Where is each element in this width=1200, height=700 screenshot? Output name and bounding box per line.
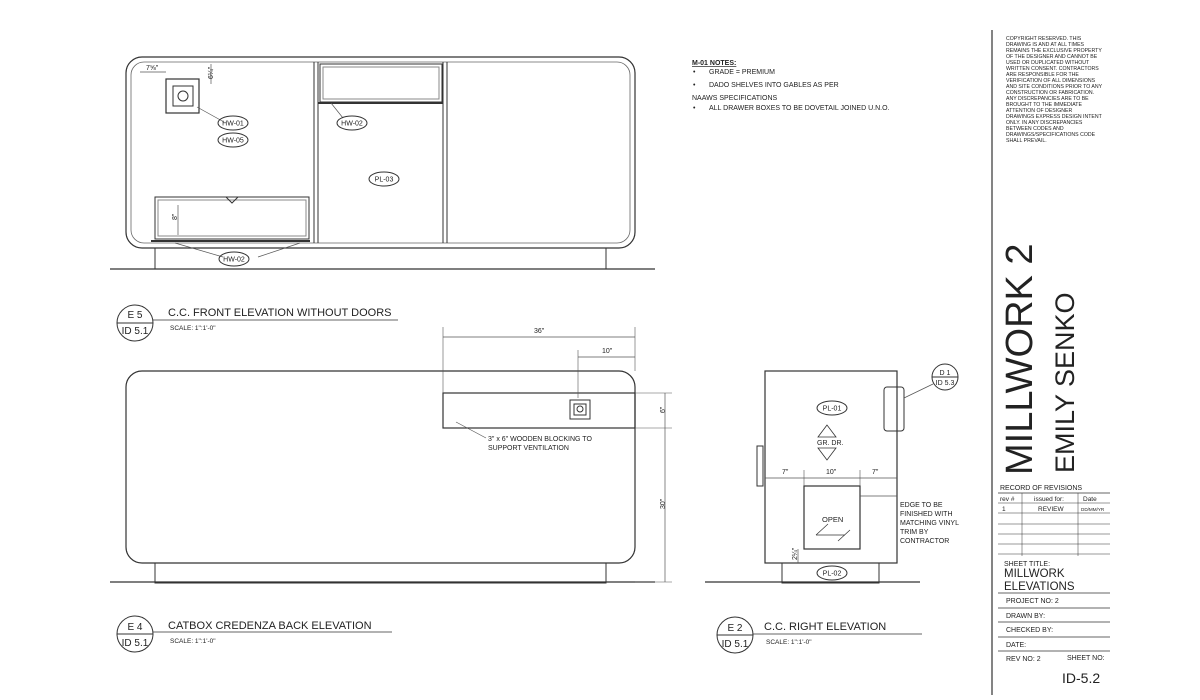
copyright-line: COPYRIGHT RESERVED. THIS bbox=[1006, 36, 1082, 42]
view-scale-right: SCALE: 1":1'-0" bbox=[766, 639, 812, 646]
designer-name: EMILY SENKO bbox=[1050, 292, 1080, 473]
sheet-number: ID-5.2 bbox=[1062, 670, 1101, 686]
detail-ref: ID 5.3 bbox=[935, 380, 955, 387]
note-item-3: ALL DRAWER BOXES TO BE DOVETAIL JOINED U.N.O. bbox=[709, 105, 890, 112]
copyright-line: ARE RESPONSIBLE FOR THE bbox=[1006, 72, 1079, 78]
bullet: • bbox=[693, 105, 696, 112]
dim-right-2-1-4: 2¼" bbox=[792, 547, 799, 560]
detail-number: D 1 bbox=[939, 370, 951, 377]
tag-pl-02: PL-02 bbox=[822, 570, 842, 578]
blocking-note-line-2: SUPPORT VENTILATION bbox=[488, 445, 569, 452]
edge-note-line-5: CONTRACTOR bbox=[900, 538, 950, 545]
view-ref-back: ID 5.1 bbox=[121, 638, 149, 649]
sheet-title-label: SHEET TITLE: bbox=[1004, 561, 1051, 568]
front-elevation bbox=[110, 57, 655, 269]
copyright-line: AND SITE CONDITIONS PRIOR TO ANY bbox=[1006, 84, 1103, 90]
copyright-line: ANY DISCREPANCIES ARE TO BE bbox=[1006, 96, 1089, 102]
tag-hw-02-top: HW-02 bbox=[341, 120, 363, 128]
copyright-line: DRAWING IS AND AT ALL TIMES bbox=[1006, 42, 1085, 48]
project-number: PROJECT NO: 2 bbox=[1006, 598, 1059, 605]
dim-back-36: 36" bbox=[534, 328, 545, 335]
rev-number: 1 bbox=[1002, 506, 1006, 513]
tag-hw-02-bottom: HW-02 bbox=[223, 256, 245, 264]
tag-pl-03: PL-03 bbox=[374, 176, 394, 184]
copyright-line: REMAINS THE EXCLUSIVE PROPERTY bbox=[1006, 48, 1102, 54]
grain-direction-label: GR. DR. bbox=[817, 440, 844, 447]
project-title: MILLWORK 2 bbox=[999, 243, 1041, 475]
notes-subheading: NAAWS SPECIFICATIONS bbox=[692, 95, 778, 102]
copyright-line: USED OR DUPLICATED WITHOUT bbox=[1006, 60, 1090, 66]
copyright-line: WRITTEN CONSENT. CONTRACTORS bbox=[1006, 66, 1099, 72]
edge-note-line-1: EDGE TO BE bbox=[900, 502, 943, 509]
view-title-back: CATBOX CREDENZA BACK ELEVATION bbox=[168, 620, 372, 632]
copyright-line: DRAWINGS EXPRESS DESIGN INTENT bbox=[1006, 114, 1102, 120]
dim-right-7-right: 7" bbox=[872, 469, 879, 476]
tag-hw-05: HW-05 bbox=[222, 137, 244, 145]
date-col-header: Date bbox=[1083, 496, 1097, 503]
bullet: • bbox=[693, 82, 696, 89]
copyright-line: ONLY. IN ANY DISCREPANCIES bbox=[1006, 120, 1083, 126]
view-number-right: E 2 bbox=[727, 623, 743, 634]
view-title-right: C.C. RIGHT ELEVATION bbox=[764, 621, 887, 633]
copyright-line: SHALL PREVAIL. bbox=[1006, 138, 1047, 144]
copyright-line: CONSTRUCTION OR FABRICATION. bbox=[1006, 90, 1095, 96]
sheet-number-label: SHEET NO: bbox=[1067, 655, 1105, 662]
back-elevation bbox=[110, 327, 672, 583]
edge-note-line-3: MATCHING VINYL bbox=[900, 520, 959, 527]
view-ref-right: ID 5.1 bbox=[721, 639, 749, 650]
dim-front-7-5-8: 7⅝" bbox=[146, 65, 159, 72]
rev-number-field: REV NO: 2 bbox=[1006, 656, 1041, 663]
view-ref-front: ID 5.1 bbox=[121, 326, 149, 337]
dim-right-10: 10" bbox=[826, 469, 837, 476]
dim-front-8: 8" bbox=[172, 213, 179, 220]
dim-back-6: 6" bbox=[660, 406, 667, 413]
note-item-2: DADO SHELVES INTO GABLES AS PER bbox=[709, 82, 839, 89]
copyright-line: VERIFICATION OF ALL DIMENSIONS bbox=[1006, 78, 1096, 84]
view-number-back: E 4 bbox=[127, 622, 143, 633]
dim-front-6-1-4: 6¼" bbox=[208, 66, 215, 79]
view-number-front: E 5 bbox=[127, 310, 143, 321]
copyright-line: BROUGHT TO THE IMMEDIATE bbox=[1006, 102, 1082, 108]
view-title-front: C.C. FRONT ELEVATION WITHOUT DOORS bbox=[168, 307, 392, 319]
blocking-note-line-1: 3" x 6" WOODEN BLOCKING TO bbox=[488, 436, 592, 443]
rev-col-header: rev # bbox=[1000, 496, 1015, 503]
notes-heading: M-01 NOTES: bbox=[692, 60, 737, 67]
copyright-line: BETWEEN CODES AND bbox=[1006, 126, 1064, 132]
checked-by: CHECKED BY: bbox=[1006, 627, 1054, 634]
dim-right-7-left: 7" bbox=[782, 469, 789, 476]
dim-back-10: 10" bbox=[602, 348, 613, 355]
revisions-heading: RECORD OF REVISIONS bbox=[1000, 485, 1083, 492]
open-label: OPEN bbox=[822, 515, 844, 524]
rev-date: DD/MM/YR bbox=[1081, 507, 1105, 512]
sheet-title-line-2: ELEVATIONS bbox=[1004, 581, 1075, 593]
edge-note-line-4: TRIM BY bbox=[900, 529, 929, 536]
sheet-title-line-1: MILLWORK bbox=[1004, 568, 1065, 580]
copyright-line: DRAWINGS/SPECIFICATIONS CODE bbox=[1006, 132, 1096, 138]
rev-issued-for: REVIEW bbox=[1038, 506, 1064, 513]
tag-hw-01: HW-01 bbox=[222, 120, 244, 128]
bullet: • bbox=[693, 69, 696, 76]
copyright-block bbox=[1006, 36, 1103, 144]
drawn-by: DRAWN BY: bbox=[1006, 613, 1046, 620]
issued-col-header: issued for: bbox=[1034, 496, 1064, 503]
copyright-line: ATTENTION OF DESIGNER bbox=[1006, 108, 1073, 114]
copyright-line: OF THE DESIGNER AND CANNOT BE bbox=[1006, 54, 1098, 60]
date-field: DATE: bbox=[1006, 642, 1027, 649]
tag-pl-01: PL-01 bbox=[822, 405, 842, 413]
note-item-1: GRADE = PREMIUM bbox=[709, 69, 775, 76]
edge-note-line-2: FINISHED WITH bbox=[900, 511, 953, 518]
view-scale-back: SCALE: 1":1'-0" bbox=[170, 638, 216, 645]
dim-back-30: 30" bbox=[660, 498, 667, 509]
general-notes bbox=[692, 60, 890, 112]
view-scale-front: SCALE: 1":1'-0" bbox=[170, 325, 216, 332]
